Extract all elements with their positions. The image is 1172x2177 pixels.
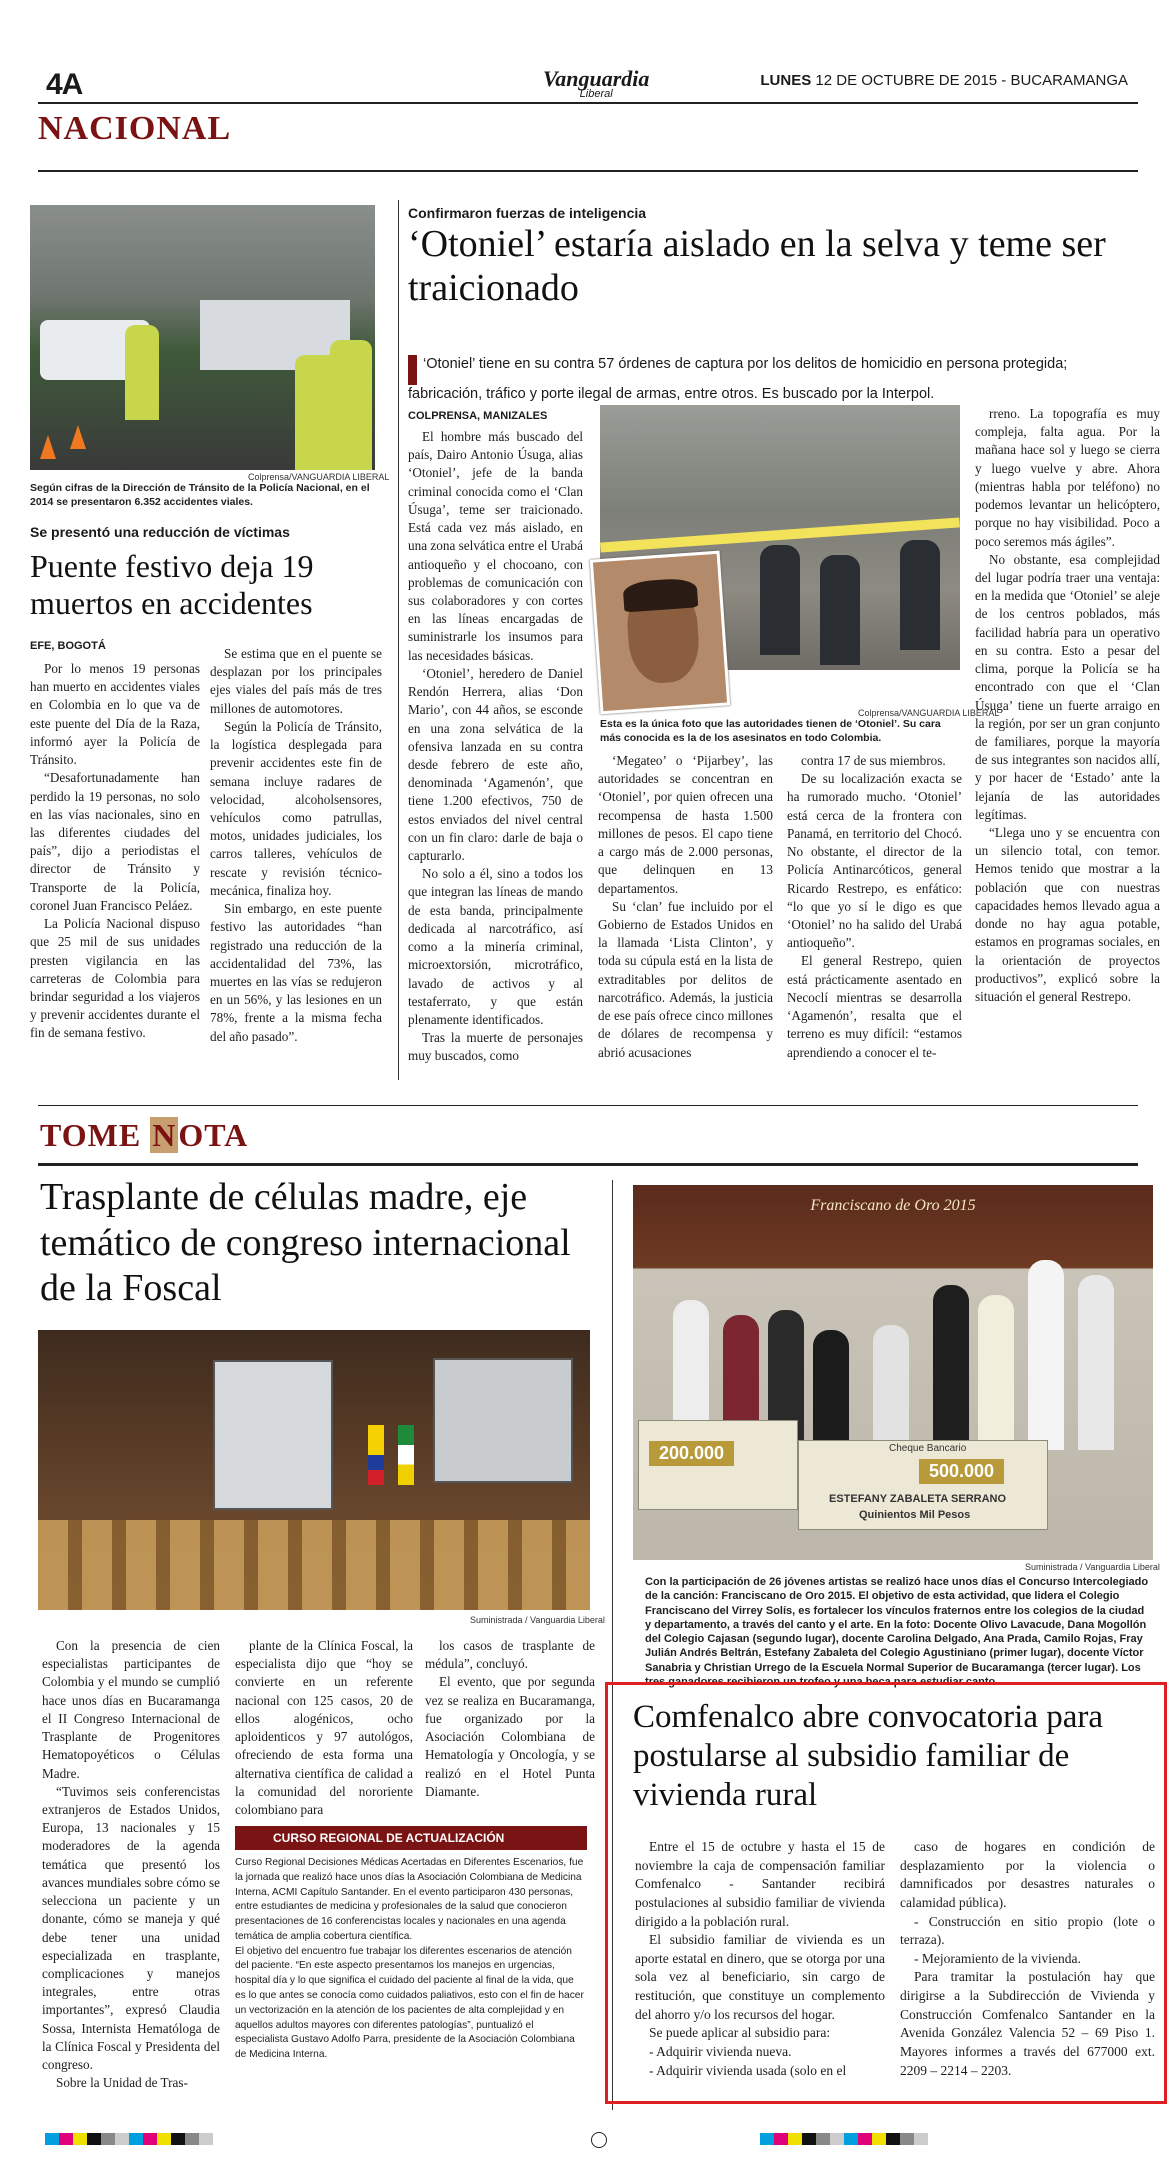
story-column	[425, 1637, 595, 1801]
paragraph: Tras la muerte de personajes muy buscados, como	[408, 1030, 583, 1064]
paragraph: - Construcción en sitio propio (lote o terraza).	[900, 1913, 1155, 1948]
paragraph: El general Restrepo, quien está prácticamente asentado en Necoclí mientras se desarrolla ‘Agamenón’, resalta que el terreno es muy difícil: “estamos aprendiendo a conocer el te-	[787, 953, 962, 1060]
deck-marker-icon	[408, 355, 417, 385]
paragraph: caso de hogares en condición de desplazamiento por la violencia o damnificados por desastres naturales o calamidad pública).	[900, 1839, 1155, 1910]
story-column	[235, 1637, 413, 1819]
section-rule	[38, 1163, 1138, 1166]
traffic-police-photo	[30, 205, 375, 470]
paragraph: ‘Megateo’ o ‘Pijarbey’, las autoridades se concentran en ‘Otoniel’, por quien ofrecen una recompensa de hasta 1.500 millones de pesos. El capo tiene a cargo más de 2.000 personas, que delinquen en 13 departamentos.	[598, 753, 773, 896]
story-column	[598, 752, 773, 1062]
traffic-cone-icon	[40, 435, 56, 459]
paragraph: “Desafortunadamente han perdido la 19 personas, no solo en las vías nacionales, sino en las diferentes ciudades del país”, dijo a periodistas el director de Tránsito y Transporte de la Policía, coronel Juan Francisco Peláez.	[30, 770, 200, 913]
story-column	[42, 1637, 220, 2092]
story-kicker: Confirmaron fuerzas de inteligencia	[408, 205, 647, 221]
check-title: Cheque Bancario	[889, 1443, 967, 1454]
color-registration-bar	[45, 2132, 213, 2144]
paragraph: - Adquirir vivienda usada (solo en el	[649, 2062, 847, 2078]
section-rule	[38, 1105, 1138, 1106]
projection-screen	[213, 1360, 333, 1510]
conference-photo	[38, 1330, 590, 1610]
paragraph: Se puede aplicar al subsidio para:	[649, 2025, 831, 2041]
paragraph: plante de la Clínica Foscal, la especialista dijo que “hoy se convierte en un referente nacional con 125 casos, 20 de ellos alogénicos, ocho aploidenticos y 97 autológos, ofreciendo de esta forma una alternativa científica de calidad a la comunidad del nororiente colombiano para	[235, 1638, 413, 1817]
person-shape	[978, 1295, 1014, 1450]
paragraph: “Tuvimos seis conferencistas extranjeros de Estados Unidos, Europa, 13 nacionales y 15 moderadores de la agenda temática que presentó los avances mundiales sobre cómo se selecciona un paciente y un donante, cómo se maneja y qué debe tener una unidad especializada en trasplante, complicaciones y manejos integrales, entre otras importantes”, expresó Claudia Sossa, Internista Hematóloga de la Clínica Foscal y Presidenta del congreso.	[42, 1783, 220, 2073]
dateline	[760, 72, 1128, 89]
deck-text: ‘Otoniel’ tiene en su contra 57 órdenes de captura por los delitos de homicidio en persona protegida; fabricación, tráfico y porte ilegal de armas, entre otros. Es buscado por la Interpol.	[408, 356, 1068, 402]
paragraph: Para tramitar la postulación hay que dirigirse a la Subdirección de Vivienda y Construcción Comfenalco Santander en la Avenida González Valencia 52 – 69 Piso 1. Mayores informes a través del 677000 ext. 2209 – 2214 – 2203.	[900, 1969, 1155, 2078]
paragraph: De su localización exacta se ha rumorado mucho. ‘Otoniel’ está cerca de la frontera con Panamá, en territorio del Chocó. No obstante, el director de la Policía Antinarcóticos, general Ricardo Restrepo, es enfático: “lo que yo sí le digo es que ‘Otoniel’ no ha salido del Urabá antioqueño”.	[787, 771, 962, 951]
paragraph: los casos de trasplante de médula”, concluyó.	[425, 1638, 595, 1672]
person-shape	[933, 1285, 969, 1450]
officer-shape	[330, 340, 372, 470]
paragraph: La Policía Nacional dispuso que 25 mil de sus unidades presten vigilancia en las carreteras de Colombia para brindar seguridad a los viajeros y prevenir accidentes durante el fin de semana festivo.	[30, 916, 200, 1041]
check-amount: 500.000	[919, 1459, 1004, 1484]
section-title: NACIONAL	[38, 110, 232, 147]
logo-name: Vanguardia	[543, 66, 650, 91]
photo-credit: Colprensa/VANGUARDIA LIBERAL	[858, 708, 1000, 718]
page-number: 4A	[46, 68, 83, 101]
color-registration-bar	[760, 2132, 928, 2144]
tome-nota-part: N	[152, 1117, 177, 1153]
story-headline: Puente festivo deja 19 muertos en accidentes	[30, 548, 314, 621]
story-column	[975, 405, 1160, 1006]
paragraph: Por lo menos 19 personas han muerto en accidentes viales en Colombia en lo que va de este puente del Día de la Raza, informó ayer la Policía de Tránsito.	[30, 661, 200, 768]
person-shape	[760, 545, 800, 655]
photo-credit: Suministrada / Vanguardia Liberal	[470, 1615, 605, 1625]
paragraph: Entre el 15 de octubre y hasta el 15 de noviembre la caja de compensación familiar Comfenalco - Santander recibirá postulaciones al subsidio familiar de vivienda dirigido a la población rural.	[635, 1839, 885, 1929]
paragraph: Sin embargo, en este puente festivo las autoridades “han registrado una reducción de la accidentalidad del 73%, las muertes en las vías se redujeron en un 56%, y las lesiones en un 78%, frente a la misma fecha del año pasado”.	[210, 901, 382, 1044]
paragraph: - Mejoramiento de la vivienda.	[914, 1950, 1081, 1966]
projection-screen	[433, 1358, 573, 1483]
story-kicker: Se presentó una reducción de víctimas	[30, 524, 290, 540]
person-shape	[873, 1325, 909, 1450]
traffic-cone-icon	[70, 425, 86, 449]
paragraph: contra 17 de sus miembros.	[801, 753, 946, 768]
page-header	[38, 60, 1138, 104]
curso-title-bar: CURSO REGIONAL DE ACTUALIZACIÓN	[235, 1826, 587, 1850]
paragraph: Sobre la Unidad de Tras-	[56, 2075, 188, 2091]
paragraph: El subsidio familiar de vivienda es un aporte estatal en dinero, que se otorga por una sola vez al beneficiario, sin cargo de restitución, que constituye un complemento del ahorro y/o los recursos del hogar.	[635, 1932, 885, 2022]
photo-caption: Con la participación de 26 jóvenes artistas se realizó hace unos días el Concurso Intercolegiado de la canción: Franciscano de Oro 2015. El objetivo de esta actividad, que lidera el Colegio Franciscano del Virrey Solís, es fortalecer los vínculos fraternos entre los colegios de la ciudad y departamento, a través del canto y el arte. En la foto: Docente Olivo Lavacude, Dana Mogollón del Colegio Cajasan (segundo lugar), docente Carolina Delgado, Ana Prada, Camilo Rojas, Fray Julián Andrés Beltrán, Estefany Zabaleta del Colegio Agustiniano (primer lugar), docente Víctor Sanabria y Christian Urrego de la Escuela Normal Superior de Bucaramanga (tercer lugar). Los tres ganadores recibieron un trofeo y una beca para estudiar canto.	[645, 1576, 1149, 1689]
paragraph: El hombre más buscado del país, Dairo Antonio Úsuga, alias ‘Otoniel’, jefe de la banda criminal conocida como el ‘Clan Úsuga’, teme ser traicionado. Está cada vez más aislado, en una zona selvática entre el Urabá antioqueño y el chocoano, con problemas de comunicación con sus colaboradores y con cortes en las líneas encargadas de suministrarle los insumos para las necesidades básicas.	[408, 429, 583, 663]
paragraph: Con la presencia de cien especialistas participantes de Colombia y el mundo se cumplió hace unos días en Bucaramanga el II Congreso Internacional de Trasplante de Progenitores Hematopoyéticos o Células Madre.	[42, 1638, 220, 1781]
check-amount: 200.000	[649, 1441, 734, 1466]
officer-shape	[125, 325, 159, 420]
person-shape	[813, 1330, 849, 1450]
tome-nota-label	[40, 1117, 248, 1154]
story-column	[635, 1838, 885, 2080]
story-column	[30, 660, 200, 1043]
story-column	[900, 1838, 1155, 2080]
newspaper-logo	[543, 66, 649, 100]
story-headline: Comfenalco abre convocatoria para postularse al subsidio familiar de vivienda rural	[633, 1699, 1104, 1813]
paragraph: El evento, que por segunda vez se realiza en Bucaramanga, fue organizado por la Asociación Colombiana de Hematología y Oncología, y se realizó en el Hotel Punta Diamante.	[425, 1674, 595, 1799]
check-words: Quinientos Mil Pesos	[859, 1509, 971, 1521]
paragraph: - Adquirir vivienda nueva.	[649, 2043, 792, 2059]
person-shape	[820, 555, 860, 665]
paragraph: El objetivo del encuentro fue trabajar los diferentes escenarios de atención del paciente. “En este aspecto presentamos los manejos en urgencias, hospital día y lo que significa el cuidado del paciente al final de la vida, que es lo que antes se conocía como cuidados paliativos, esto con el fin de hacer un vectorización en la atención de los pacientes de alta complejidad y en aquellos adultos mayores con diferentes patologías”, puntualizó el especialista Gustavo Adolfo Parra, presidente de la Asociación Colombiana de Medicina Interna.	[235, 1945, 584, 2061]
paragraph: ‘Otoniel’, heredero de Daniel Rendón Herrera, alias ‘Don Mario’, con 44 años, se esconde en una zona selvática de la ofensiva lanzada en su contra desde febrero de este año, denominada ‘Agamenón’, que tiene 1.200 efectivos, 750 de estos enviados del nivel central con un fin claro: darle de baja o capturarlo.	[408, 665, 583, 864]
paragraph: Su ‘clan’ fue incluido por el Gobierno de Estados Unidos en la llamada ‘Lista Clinton’, y toda su cúpula está en la lista de extraditables por delitos de narcotráfico. Además, la justicia de ese país ofrece cinco millones de dólares de recompensa y abrió acusaciones	[598, 898, 773, 1060]
paragraph: Según la Policía de Tránsito, la logística desplegada para prevenir accidentes este fin de semana incluye radares de velocidad, alcoholsensores, vehículos como patrullas, motos, unidades judiciales, los carros talleres, vehículos de rescate y revisión técnico-mecánica, finaliza hoy.	[210, 718, 382, 898]
column-divider	[398, 200, 399, 1080]
story-column	[787, 752, 962, 1062]
paragraph: No solo a él, sino a todos los que integran las líneas de mando de esta banda, principalmente dedicada al narcotráfico, así como a la minería criminal, microextorsión, microtráfico, lavado de activos y al testaferrato, y que están plenamente identificados.	[408, 866, 583, 1027]
paragraph: rreno. La topografía es muy compleja, falta agua. Por la mañana hace sol y luego se cierra y luego vuelve y abre. Ahora (mientras habla por teléfono) no podemos levantar un helicóptero, porque no hay visibilidad. Poco a poco seremos más ágiles”.	[975, 406, 1160, 549]
story-column	[408, 428, 583, 1066]
logo-sub: Liberal	[579, 88, 613, 100]
photo-credit: Suministrada / Vanguardia Liberal	[1025, 1562, 1160, 1572]
photo-caption: Según cifras de la Dirección de Tránsito de la Policía Nacional, en el 2014 se presentaron 6.352 accidentes viales.	[30, 482, 370, 508]
date-day: LUNES	[760, 72, 812, 89]
paragraph: Curso Regional Decisiones Médicas Acertadas en Diferentes Escenarios, fue la jornada que realizó hace unos días la Asociación Colombiana de Medicina Interna, ACMI Capítulo Santander. En el evento participaron 430 personas, entre estudiantes de medicina y profesionales de la salud que conocieron presentaciones de 16 conferencistas locales y nacionales en una agenda temática de amplia cobertura científica.	[235, 1857, 584, 1942]
check-payee: ESTEFANY ZABALETA SERRANO	[829, 1493, 1007, 1505]
paragraph: Se estima que en el puente se desplazan por los principales ejes viales del país más de tres millones de automotores.	[210, 646, 382, 716]
award-check	[638, 1420, 798, 1510]
paragraph: “Llega uno y se encuentra con un silencio total, con temor. Hemos tenido que mostrar a la población que con nuestras capacidades hemos llevado agua a donde no hay agua potable, estamos en programas sociales, en la orientación de proyectos productivos”, explicó sobre la situación el general Restrepo.	[975, 825, 1160, 1004]
paragraph: No obstante, esa complejidad del lugar podría traer una ventaja: en la medida que ‘Otoniel’ se aleje de los centros poblados, más facilidad habría para un operativo en su contra. Esto a pesar del clima, porque la Policía se ha encontrado con que el ‘Clan Úsuga’ tiene un fuerte arraigo en la región, por ser un gran conjunto de familiares, porque la mayoría de sus integrantes son nacidos allí, y por hacer de ‘Estado’ ante la lejanía de las autoridades legítimas.	[975, 551, 1160, 822]
person-shape	[1078, 1275, 1114, 1450]
hair-shape	[622, 577, 698, 612]
story-byline: COLPRENSA, MANIZALES	[408, 410, 548, 422]
tome-nota-part: TOME	[40, 1117, 151, 1153]
award-check	[798, 1440, 1048, 1530]
curso-text	[235, 1856, 587, 2063]
date-rest: 12 DE OCTUBRE DE 2015 - BUCARAMANGA	[815, 72, 1128, 89]
person-shape	[900, 540, 940, 650]
registration-mark-icon	[591, 2132, 607, 2148]
person-shape	[1028, 1260, 1064, 1450]
flag-icon	[368, 1425, 384, 1485]
tome-nota-part: OTA	[178, 1117, 249, 1153]
photo-credit: Colprensa/VANGUARDIA LIBERAL	[248, 472, 390, 482]
story-headline: ‘Otoniel’ estaría aislado en la selva y teme ser traicionado	[408, 223, 1106, 309]
audience-chairs	[38, 1520, 590, 1610]
story-byline: EFE, BOGOTÁ	[30, 640, 106, 652]
section-rule	[38, 170, 1138, 172]
award-photo	[633, 1185, 1153, 1560]
flag-icon	[398, 1425, 414, 1485]
story-headline: Trasplante de células madre, eje temático de congreso internacional de la Foscal	[40, 1176, 571, 1310]
story-column	[210, 645, 382, 1046]
otoniel-portrait	[590, 551, 730, 715]
photo-caption: Esta es la única foto que las autoridades tienen de ‘Otoniel’. Su cara más conocida es la de los asesinatos en todo Colombia.	[600, 718, 941, 744]
award-banner: Franciscano de Oro 2015	[810, 1197, 976, 1214]
story-deck	[408, 355, 1136, 405]
